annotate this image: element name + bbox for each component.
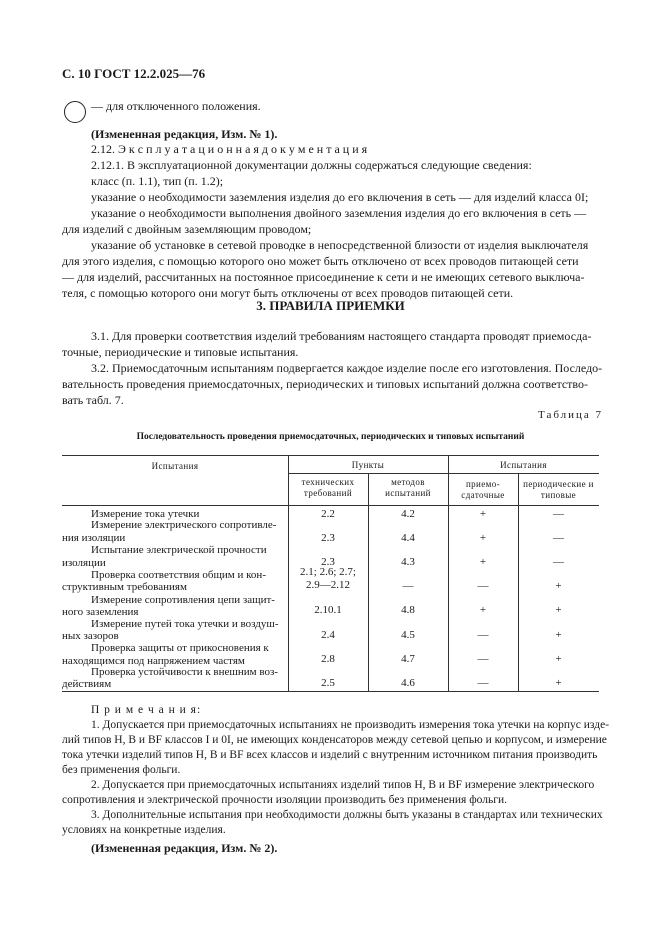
note-line: сопротивления и электрической прочности изоляции производить без применения фольги. — [62, 794, 507, 806]
circle-symbol-icon — [64, 101, 86, 123]
th-tests: Испытания — [151, 461, 199, 471]
doc-line: — для изделий, рассчитанных на постоянное присоединение к сети и не имеющих сетевого выключа- — [62, 270, 585, 284]
paragraph-3-2: 3.2. Приемосдаточным испытаниям подвергается каждое изделие после его изготовления. Последо- — [91, 361, 603, 375]
page-header: С. 10 ГОСТ 12.2.025—76 — [62, 66, 206, 81]
doc-line: для этого изделия, с помощью которого оно может быть отключено от всех проводов питающей сети — [62, 254, 579, 268]
th-acceptance: приемо- сдаточные — [461, 479, 505, 500]
amendment-2: (Измененная редакция, Изм. № 2). — [91, 841, 278, 855]
th-test-methods: методов испытаний — [385, 477, 431, 498]
note-line: 1. Допускается при приемосдаточных испытаниях не производить измерения тока утечки на корпус изде- — [91, 719, 610, 731]
paragraph-3-2: вать табл. 7. — [62, 393, 124, 407]
paragraph-3-2: вательность проведения приемосдаточных, периодических и типовых испытаний должна соответство- — [62, 377, 588, 391]
section-3-title: 3. ПРАВИЛА ПРИЕМКИ — [256, 298, 405, 313]
amendment-1: (Измененная редакция, Изм. № 1). — [91, 127, 278, 141]
paragraph-3-1: точные, периодические и типовые испытания. — [62, 345, 299, 359]
note-line: тока утечки изделий типов Н, В и BF всех классов и изделий с внутренним источником питания производить — [62, 749, 598, 761]
doc-line: указание о необходимости выполнения двойного заземления изделия до его включения в сеть — — [91, 206, 587, 220]
note-line: лий типов Н, В и BF классов I и 0I, не имеющих конденсаторов между сетевой цепью и корпусом, и измерение — [62, 734, 607, 746]
paragraph-3-1: 3.1. Для проверки соответствия изделий требованиям настоящего стандарта проводят приемосда- — [91, 329, 592, 343]
paragraph-2-12-1: 2.12.1. В эксплуатационной документации должны содержаться следующие сведения: — [91, 158, 532, 172]
doc-line: указание о необходимости заземления изделия до его включения в сеть — для изделий класса 0I; — [91, 190, 589, 204]
th-periodic: периодические и типовые — [523, 479, 594, 500]
doc-line: класс (п. 1.1), тип (п. 1.2); — [91, 174, 224, 188]
note-line: 2. Допускается при приемосдаточных испытаниях изделий типов Н, В и BF измерение электрического — [91, 779, 595, 791]
doc-line: теля, с помощью которого они могут быть отключены от всех проводов питающей сети. — [62, 286, 514, 300]
doc-line: для изделий с двойным заземляющим проводом; — [62, 222, 312, 236]
note-line: без применения фольги. — [62, 764, 181, 776]
circle-symbol-label: — для отключенного положения. — [91, 99, 261, 113]
th-points: Пункты — [351, 460, 385, 470]
table-caption: Последовательность проведения приемосдаточных, периодических и типовых испытаний — [136, 432, 525, 442]
table-number: Таблица 7 — [538, 409, 604, 421]
doc-line: указание об установке в сетевой проводке в непосредственной близости от изделия выключателя — [91, 238, 589, 252]
th-tests-type: Испытания — [500, 460, 547, 470]
th-tech-req: технических требований — [301, 477, 355, 498]
notes-title: П р и м е ч а н и я: — [91, 704, 202, 716]
note-line: 3. Дополнительные испытания при необходимости должны быть указаны в стандартах или технических — [91, 809, 603, 821]
note-line: условиях на конкретные изделия. — [62, 824, 226, 836]
section-2-12-title: 2.12. Э к с п л у а т а ц и о н н а я д о к у м е н т а ц и я — [91, 142, 368, 156]
